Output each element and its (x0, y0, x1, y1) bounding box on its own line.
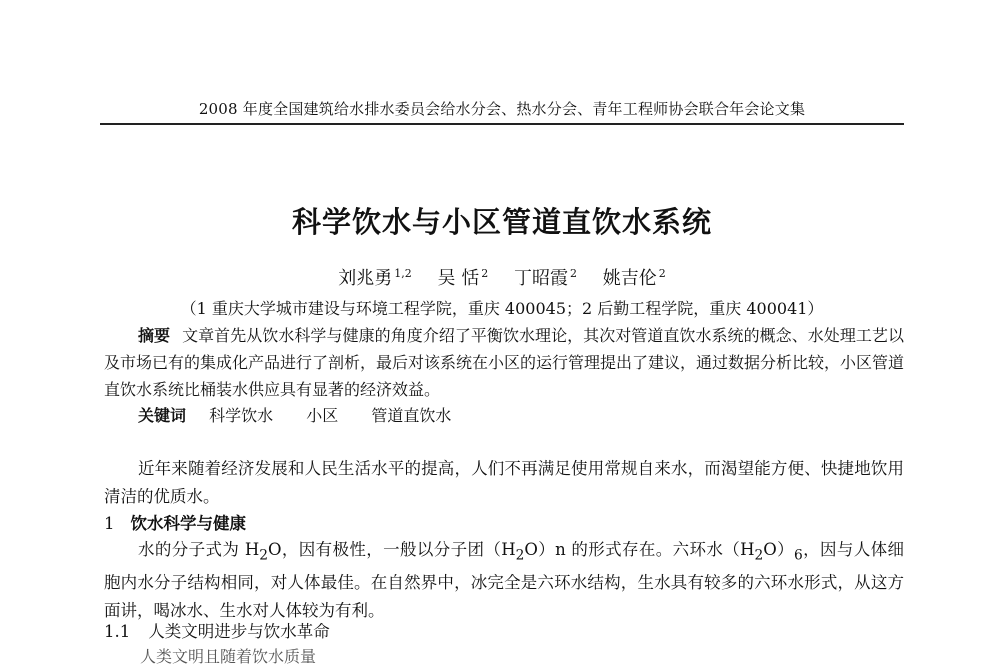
keyword: 小区 (306, 406, 339, 425)
abstract (104, 322, 904, 403)
running-head: 2008 年度全国建筑给水排水委员会给水分会、热水分会、青年工程师协会联合年会论文集 (198, 100, 806, 118)
abstract-text: 文章首先从饮水科学与健康的角度介绍了平衡饮水理论，其次对管道直饮水系统的概念、水处理工艺以及市场已有的集成化产品进行了剖析，最后对该系统在小区的运行管理提出了建议，通过数据分析比较，小区管道直饮水系统比桶装水供应具有显著的经济效益。 (104, 326, 905, 399)
author: 刘兆勇 $^{1,2}$ (338, 267, 412, 289)
header-rule (100, 123, 904, 125)
author-list (100, 264, 904, 290)
section-title: 饮水科学与健康 (130, 514, 246, 533)
section-number: 1 (104, 514, 115, 533)
abstract-label: 摘要 (138, 326, 171, 345)
subsection-title: 人类文明进步与饮水革命 (148, 622, 330, 641)
keywords-label: 关键词 (138, 406, 187, 425)
author: 姚吉伦 $^2$ (602, 267, 666, 289)
affiliation: （1 重庆大学城市建设与环境工程学院，重庆 400045；2 后勤工程学院，重庆 400041） (180, 299, 824, 318)
keywords (104, 403, 904, 426)
intro-paragraph: 近年来随着经济发展和人民生活水平的提高，人们不再满足使用常规自来水，而渴望能方便、快捷地饮用清洁的优质水。 (104, 459, 904, 506)
keyword: 管道直饮水 (371, 406, 452, 425)
author: 吴 恬 $^2$ (437, 267, 489, 289)
cut-off-text: 人类文明且随着饮水质量 (140, 647, 317, 666)
section1-paragraph: 水的分子式为 $H_2O$，因有极性，一般以分子团$(H_2O)n$ 的形式存在。六环水$(H_2O)_6$，因与人体细胞内水分子结构相同，对人体最佳。在自然界中，冰完全是六环水结构，生水具有较多的六环水形式，从这方面讲，喝冰水、生水对人体较为有利。 (104, 540, 905, 621)
paper-title: 科学饮水与小区管道直饮水系统 (291, 205, 712, 239)
subsection-number: 1.1 (104, 622, 131, 641)
keyword: 科学饮水 (209, 406, 274, 425)
subsection-heading (104, 618, 330, 642)
section-heading (104, 510, 246, 534)
author: 丁昭霞 $^2$ (513, 267, 577, 289)
